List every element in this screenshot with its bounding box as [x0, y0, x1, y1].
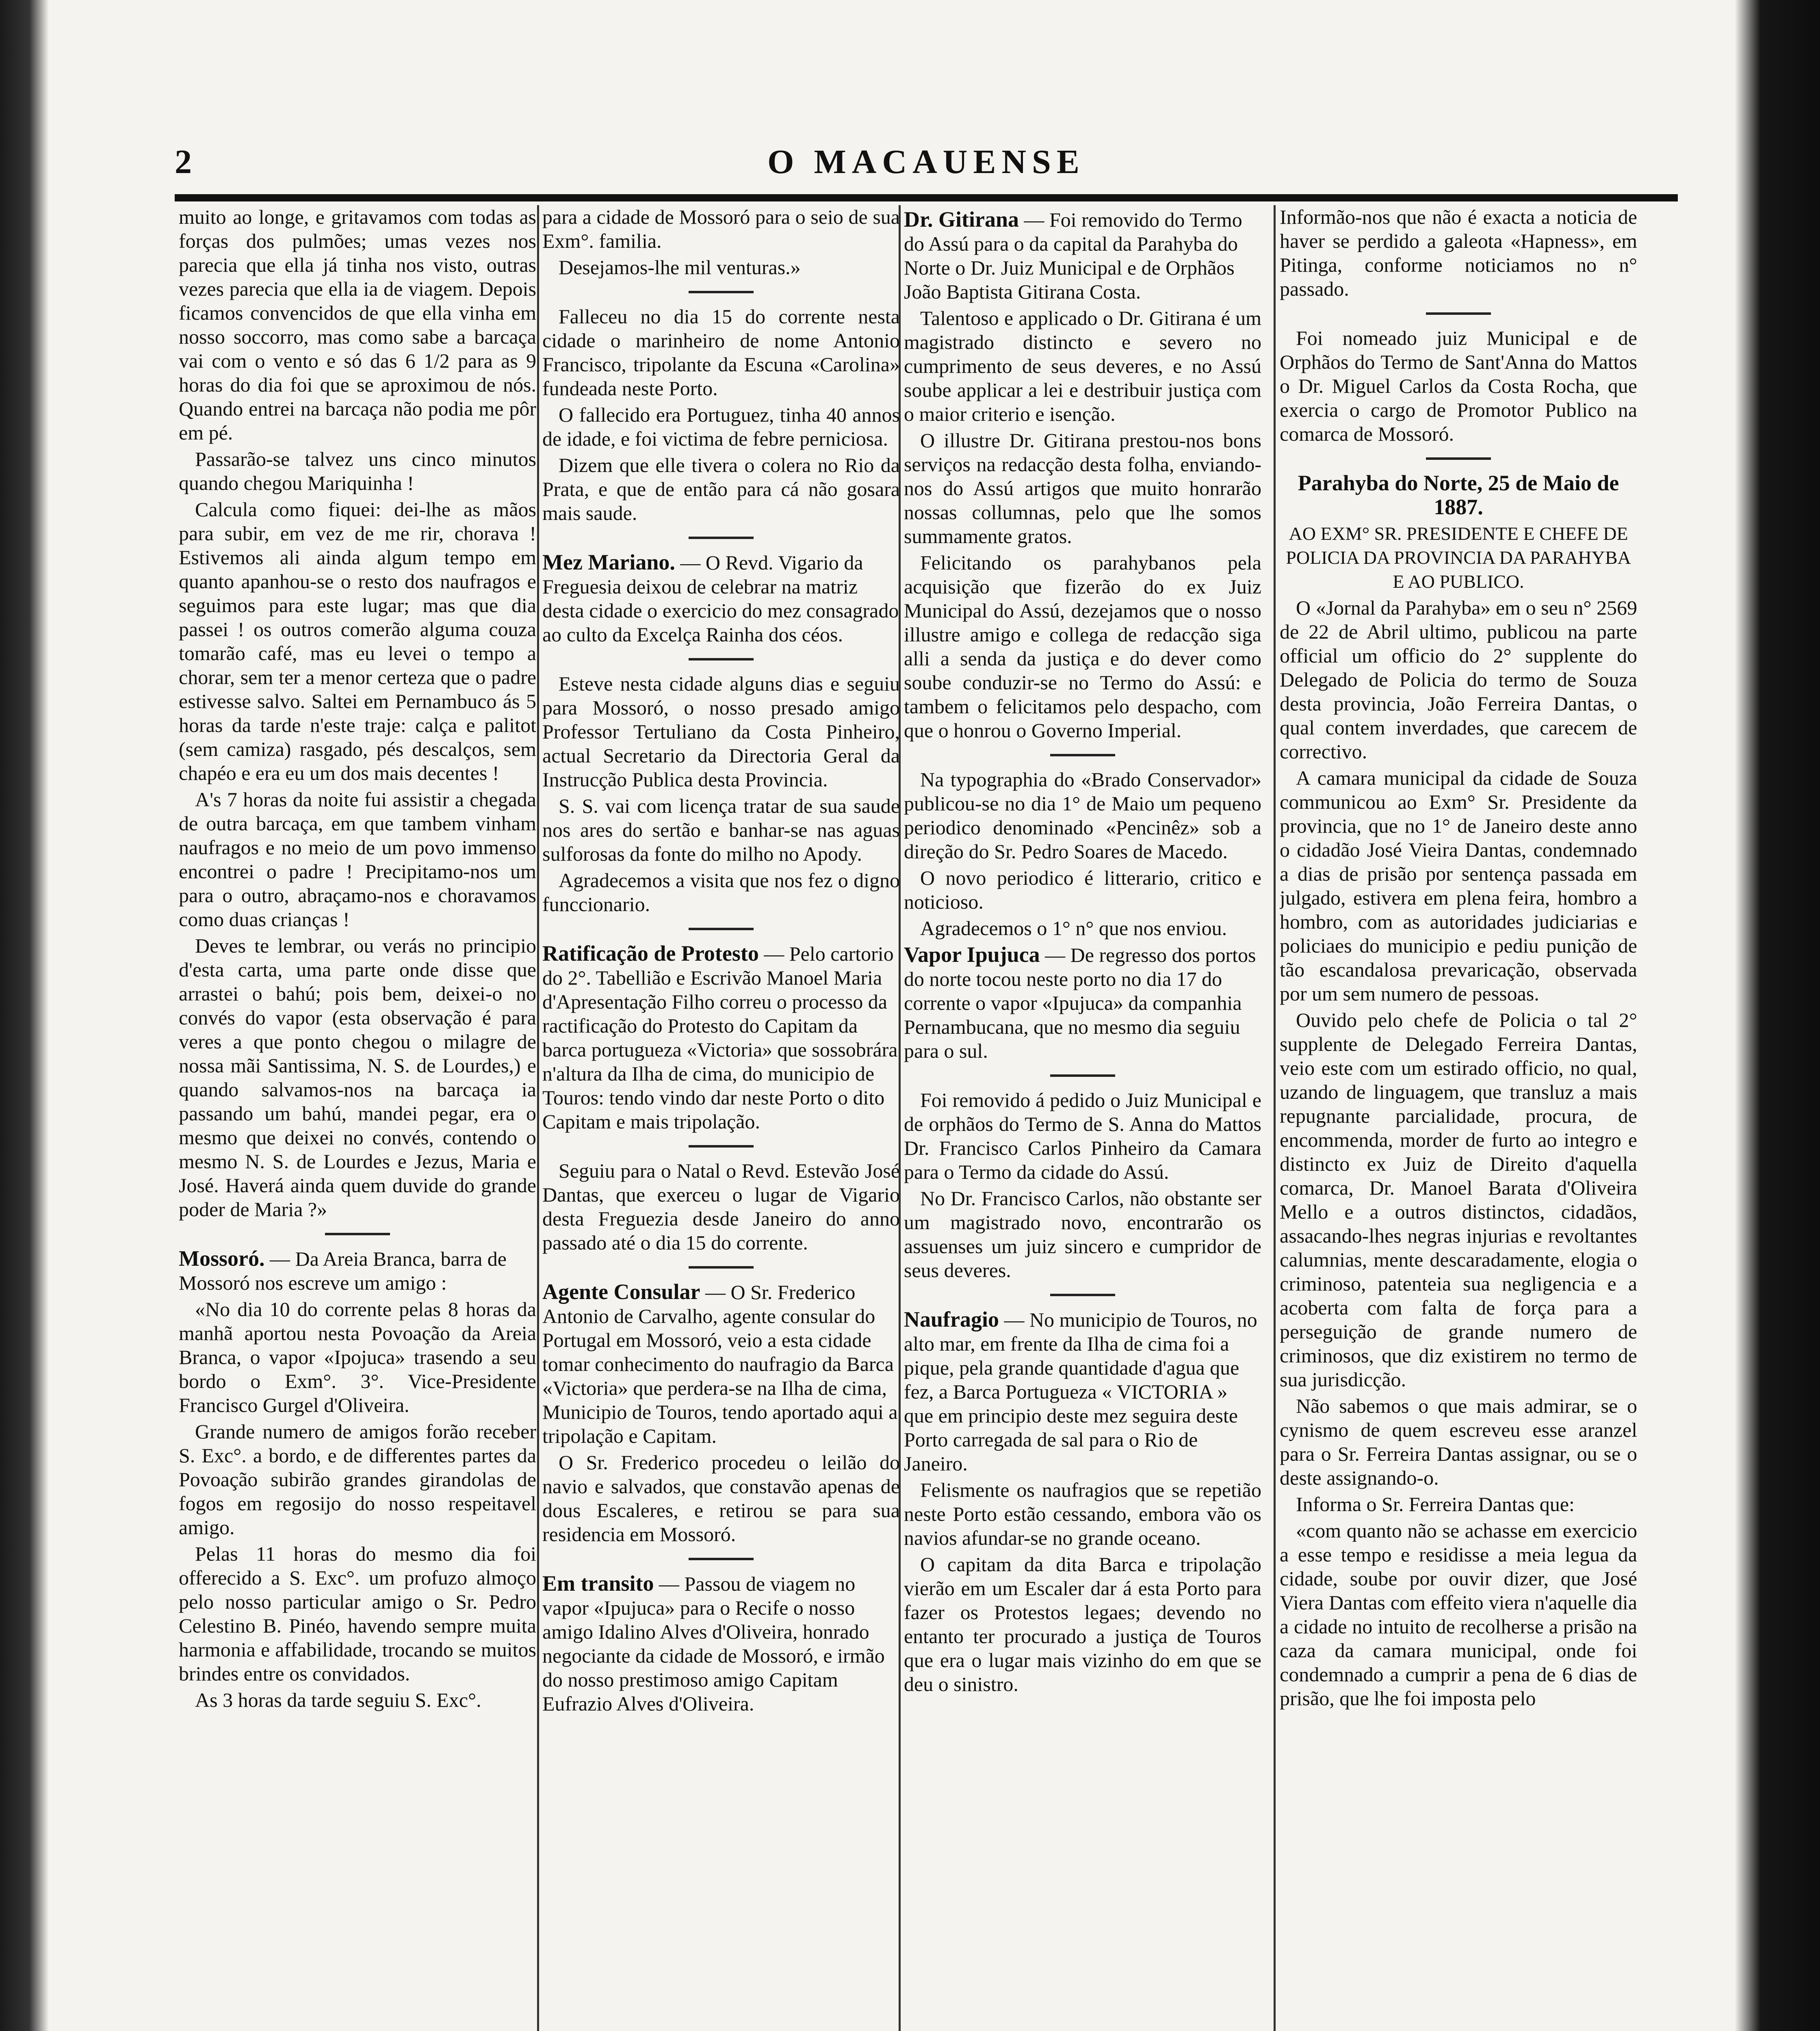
paragraph: «No dia 10 do corrente pelas 8 horas da manhã aportou nesta Povoação da Areia Branca, o vapor «Ipojuca» trasendo a seu bordo o Exm°. 3°. Vice-Presidente Francisco Gurgel d'Oliveira.: [179, 1298, 536, 1416]
paragraph: Na typographia do «Brado Conservador» publicou-se no dia 1° de Maio um pequeno periodico denominado «Pencinêz» sob a direção do Sr. Pedro Soares de Macedo.: [904, 768, 1261, 863]
section-separator: [689, 1145, 754, 1148]
headline-mez-mariano: Mez Mariano.: [542, 550, 675, 574]
headline-naufragio: Naufragio: [904, 1307, 999, 1332]
section-separator: [1050, 1074, 1115, 1077]
column-divider: [1274, 205, 1276, 2031]
section-separator: [689, 658, 754, 660]
column-3: [904, 205, 1261, 2031]
headline-ratificacao: Ratificação de Protesto: [542, 941, 759, 966]
scan-edge-left: [0, 0, 49, 2031]
column-4: [1280, 205, 1637, 2031]
paragraph: Deves te lembrar, ou verás no principio d'esta carta, uma parte onde disse que arrastei o bahú; pois bem, deixei-o no convés do vapor (esta observação é para veres a que ponto chegou o milagre de nossa mãi Santissima, N. S. de Lourdes,) e quando salvamos-nos na barcaça ia passando um bahú, mandei pegar, era o mesmo que deixei no convés, contendo o mesmo N. S. de Lourdes e Jezus, Maria e José. Haverá ainda quem duvide do grande poder de Maria ?»: [179, 934, 536, 1221]
paragraph: — Foi removido do Termo do Assú para o da capital da Parahyba do Norte o Dr. Juiz Municipal e de Orphãos João Baptista Gitirana Costa.: [904, 208, 1242, 303]
paragraph: Não sabemos o que mais admirar, se o cynismo de quem escreveu esse aranzel para o Sr. Ferreira Dantas assignar, ou se o deste assignando-o.: [1280, 1394, 1637, 1489]
section-separator: [1050, 1294, 1115, 1296]
paragraph: Grande numero de amigos forão receber S. Exc°. a bordo, e de differentes partes da Povoação subirão grandes girandolas de fogos em regosijo do nosso respeitavel amigo.: [179, 1420, 536, 1539]
paragraph: Desejamos-lhe mil venturas.»: [559, 256, 801, 279]
headline-agente-consular: Agente Consular: [542, 1280, 700, 1304]
paragraph: Felismente os naufragios que se repetião neste Porto estão cessando, embora vão os navios afundar-se no grande oceano.: [904, 1479, 1261, 1549]
column-1: [179, 205, 536, 2031]
page-header: [175, 142, 1678, 191]
paragraph: O «Jornal da Parahyba» em o seu n° 2569 de 22 de Abril ultimo, publicou na parte official um officio do 2° supplente do Delegado de Policia do termo de Souza desta provincia, João Ferreira Dantas, o qual contem inverdades, que carecem de correctivo.: [1280, 596, 1637, 763]
column-divider: [537, 205, 539, 2031]
paragraph: — Pelo cartorio do 2°. Tabellião e Escrivão Manoel Maria d'Apresentação Filho correu o processo da ractificação do Protesto do Capitam da barca portugueza «Victoria» que sossobrára n'altura da Ilha de cima, do municipio de Touros: tendo vindo dar neste Porto o dito Capitam e mais tripolação.: [542, 942, 898, 1133]
paragraph: Esteve nesta cidade alguns dias e seguiu para Mossoró, o nosso presado amigo Professor Tertuliano da Costa Pinheiro, actual Secretario da Directoria Geral da Instrucção Publica desta Provincia.: [542, 672, 900, 791]
paragraph: muito ao longe, e gritavamos com todas as forças dos pulmões; umas vezes nos parecia que ella já tinha nos visto, outras vezes parecia que ella ia de viagem. Depois ficamos convencidos de que ella vinha em nosso soccorro, mas como sabe a barcaça vai com o vento e só das 6 1/2 para as 9 horas do dia foi que se aproximou de nós. Quando entrei na barcaça não podia me pôr em pé.: [179, 206, 536, 444]
section-separator: [1426, 457, 1491, 460]
section-separator: [1426, 312, 1491, 315]
paragraph: O fallecido era Portuguez, tinha 40 annos de idade, e foi victima de febre perniciosa.: [542, 403, 900, 450]
paragraph: Talentoso e applicado o Dr. Gitirana é um magistrado distincto e severo no cumprimento de seus deveres, e no Assú soube applicar a lei e destribuir justiça com o maior criterio e isenção.: [904, 307, 1261, 425]
paragraph: Foi nomeado juiz Municipal e de Orphãos do Termo de Sant'Anna do Mattos o Dr. Miguel Carlos da Costa Rocha, que exercia o cargo de Promotor Publico na comarca de Mossoró.: [1280, 327, 1637, 445]
paragraph: Calcula como fiquei: dei-lhe as mãos para subir, em vez de me rir, chorava ! Estivemos ali ainda algum tempo em quanto apanhou-se o resto dos naufragos e seguimos para este lugar; mas que dia passei ! os outros comerão alguma couza tomarão café, mas eu levei o tempo a chorar, sem ter a menor certeza que o padre estivesse salvo. Saltei em Pernambuco ás 5 horas da tarde n'este traje: calça e palitot (sem camiza) rasgado, pés descalços, sem chapéo e era eu um dos mais decentes !: [179, 498, 536, 784]
headline-vapor-ipujuca: Vapor Ipujuca: [904, 942, 1040, 967]
paragraph: — De regresso dos portos do norte tocou neste porto no dia 17 do corrente o vapor «Ipujuca» da companhia Pernambucana, que no mesmo dia seguiu para o sul.: [904, 944, 1256, 1062]
paragraph: O capitam da dita Barca e tripolação vierão em um Escaler dar á esta Porto para fazer os Protestos legaes; devendo no entanto ter procurado a justiça de Touros que era o lugar mais vizinho do em que se deu o sinistro.: [904, 1553, 1261, 1695]
dateline: Parahyba do Norte, 25 de Maio de 1887.: [1298, 471, 1619, 519]
section-separator: [689, 928, 754, 930]
paragraph: — Passou de viagem no vapor «Ipujuca» para o Recife o nosso amigo Idalino Alves d'Oliveira, honrado negociante da cidade de Mossoró, e irmão do nosso prestimoso amigo Capitam Eufrazio Alves d'Oliveira.: [542, 1572, 885, 1715]
paragraph: Dizem que elle tivera o colera no Rio da Prata, e que de então para cá não gosara mais saude.: [542, 454, 900, 524]
paragraph: Ouvido pelo chefe de Policia o tal 2° supplente de Delegado Ferreira Dantas, veio este com um estirado officio, no qual, uzando de linguagem, que transluz a mais repugnante parcialidade, procura, de encommenda, morder de furto ao integro e distincto ex Juiz de Direito d'aquella comarca, Dr. Manoel Barata d'Oliveira Mello e a outros distinctos, cidadãos, assacando-lhes negras injurias e revoltantes calumnias, mente descaradamente, elogia o criminoso, patenteia sua negligencia e a acoberta com falta de força para a perseguição de grande numero de criminosos, que diz existirem no termo de sua jurisdicção.: [1280, 1009, 1637, 1391]
address-heading: AO EXM° SR. PRESIDENTE E CHEFE DE POLICIA DA PROVINCIA DA PARAHYBA E AO PUBLICO.: [1286, 523, 1631, 592]
section-separator: [325, 1233, 390, 1235]
page-number: 2: [175, 143, 192, 181]
section-separator: [689, 1266, 754, 1269]
paragraph: A camara municipal da cidade de Souza communicou ao Exm° Sr. Presidente da provincia, que no 1° de Janeiro deste anno o cidadão José Vieira Dantas, condemnado a dias de prisão por sentença passada em julgado, estivera em plena feira, hombro a hombro, com as autoridades judiciarias e policiaes do municipio e pediu punição de tão escandalosa prevaricação, observada por um sem numero de pessoas.: [1280, 766, 1637, 1005]
paragraph: Foi removido á pedido o Juiz Municipal e de orphãos do Termo de S. Anna do Mattos Dr. Francisco Carlos Pinheiro da Camara para o Termo da cidade do Assú.: [904, 1089, 1261, 1183]
paragraph: As 3 horas da tarde seguiu S. Exc°.: [195, 1689, 481, 1711]
paragraph: — O Revd. Vigario da Freguesia deixou de celebrar na matriz desta cidade o exercicio do mez consagrado ao culto da Excelça Rainha dos céos.: [542, 551, 899, 646]
paragraph: Falleceu no dia 15 do corrente nesta cidade o marinheiro de nome Antonio Francisco, tripolante da Escuna «Carolina» fundeada neste Porto.: [542, 305, 900, 400]
paragraph: O novo periodico é litterario, critico e noticioso.: [904, 866, 1261, 913]
paragraph: Pelas 11 horas do mesmo dia foi offerecido a S. Exc°. um profuzo almoço pelo nosso particular amigo o Sr. Pedro Celestino B. Pinéo, havendo sempre muita harmonia e affabilidade, trocando se muitos brindes entre os convidados.: [179, 1542, 536, 1685]
paragraph: Agradecemos o 1° n° que nos enviou.: [920, 917, 1227, 940]
paragraph: Passarão-se talvez uns cinco minutos quando chegou Mariquinha !: [179, 448, 536, 494]
scan-edge-right: [1735, 0, 1820, 2031]
paragraph: — O Sr. Frederico Antonio de Carvalho, agente consular do Portugal em Mossoró, veio a esta cidade tomar conhecimento do naufragio da Barca «Victoria» que perdera-se na Ilha de cima, Municipio de Touros, tendo aportado aqui a tripolação e Capitam.: [542, 1281, 898, 1447]
column-2: [542, 205, 900, 2031]
section-separator: [689, 537, 754, 539]
paragraph: Seguiu para o Natal o Revd. Estevão José Dantas, que exerceu o lugar de Vigario desta Freguezia desde Janeiro do anno passado até o dia 15 do corrente.: [542, 1159, 900, 1254]
paragraph: S. S. vai com licença tratar de sua saude nos ares do sertão e banhar-se nas aguas sulforosas da fonte do milho no Apody.: [542, 795, 900, 865]
headline-mossoro: Mossoró.: [179, 1246, 265, 1271]
masthead: O MACAUENSE: [767, 143, 1085, 181]
paragraph: O illustre Dr. Gitirana prestou-nos bons serviços na redacção desta folha, enviando-nos do Assú artigos que muito honrarão nossas collumnas, pelo que lhe somos summamente gratos.: [904, 429, 1261, 548]
paragraph: A's 7 horas da noite fui assistir a chegada de outra barcaça, em que tambem vinham naufragos e no meio de um povo immenso encontrei o padre ! Precipitamo-nos um para o outro, abraçamo-nos e choravamos como duas crianças !: [179, 788, 536, 931]
paragraph: Agradecemos a visita que nos fez o digno funccionario.: [542, 869, 900, 916]
header-rule: [175, 194, 1678, 201]
paragraph: Informão-nos que não é exacta a noticia de haver se perdido a galeota «Hapness», em Pitinga, conforme noticiamos no n° passado.: [1280, 206, 1637, 300]
paragraph: Felicitando os parahybanos pela acquisição que fizerão do ex Juiz Municipal do Assú, dezejamos que o nosso illustre amigo e collega de redacção siga alli a senda da justiça e do dever como soube conduzir-se no Termo do Assú: e tambem o felicitamos pelo despacho, com que o honrou o Governo Imperial.: [904, 551, 1261, 742]
paragraph: — No municipio de Touros, no alto mar, em frente da Ilha de cima foi a pique, pela grande quantidade d'agua que fez, a Barca Portugueza « VICTORIA » que em principio deste mez seguira deste Porto carregada de sal para o Rio de Janeiro.: [904, 1308, 1257, 1475]
paragraph: «com quanto não se achasse em exercicio a esse tempo e residisse a meia legua da cidade, soube por ouvir dizer, que José Viera Dantas com effeito viera n'aquelle dia a cidade no intuito de recolherse a prisão na caza da camara municipal, onde foi condemnado a cumprir a pena de 6 dias de prisão, que lhe foi imposta pelo: [1280, 1519, 1637, 1710]
paragraph: — Da Areia Branca, barra de Mossoró nos escreve um amigo :: [179, 1247, 507, 1294]
paragraph: No Dr. Francisco Carlos, não obstante ser um magistrado novo, encontrarão os assuenses um juiz sincero e cumpridor de seus deveres.: [904, 1187, 1261, 1282]
paragraph: Informa o Sr. Ferreira Dantas que:: [1296, 1493, 1575, 1516]
section-separator: [689, 291, 754, 293]
paragraph: O Sr. Frederico procedeu o leilão do navio e salvados, que constavão apenas de dous Escaleres, e retirou se para sua residencia em Mossoró.: [542, 1451, 900, 1546]
section-separator: [689, 1558, 754, 1560]
paragraph: para a cidade de Mossoró para o seio de sua Exm°. familia.: [542, 206, 900, 252]
section-separator: [1050, 754, 1115, 756]
headline-gitirana: Dr. Gitirana: [904, 207, 1019, 232]
headline-em-transito: Em transito: [542, 1571, 654, 1596]
